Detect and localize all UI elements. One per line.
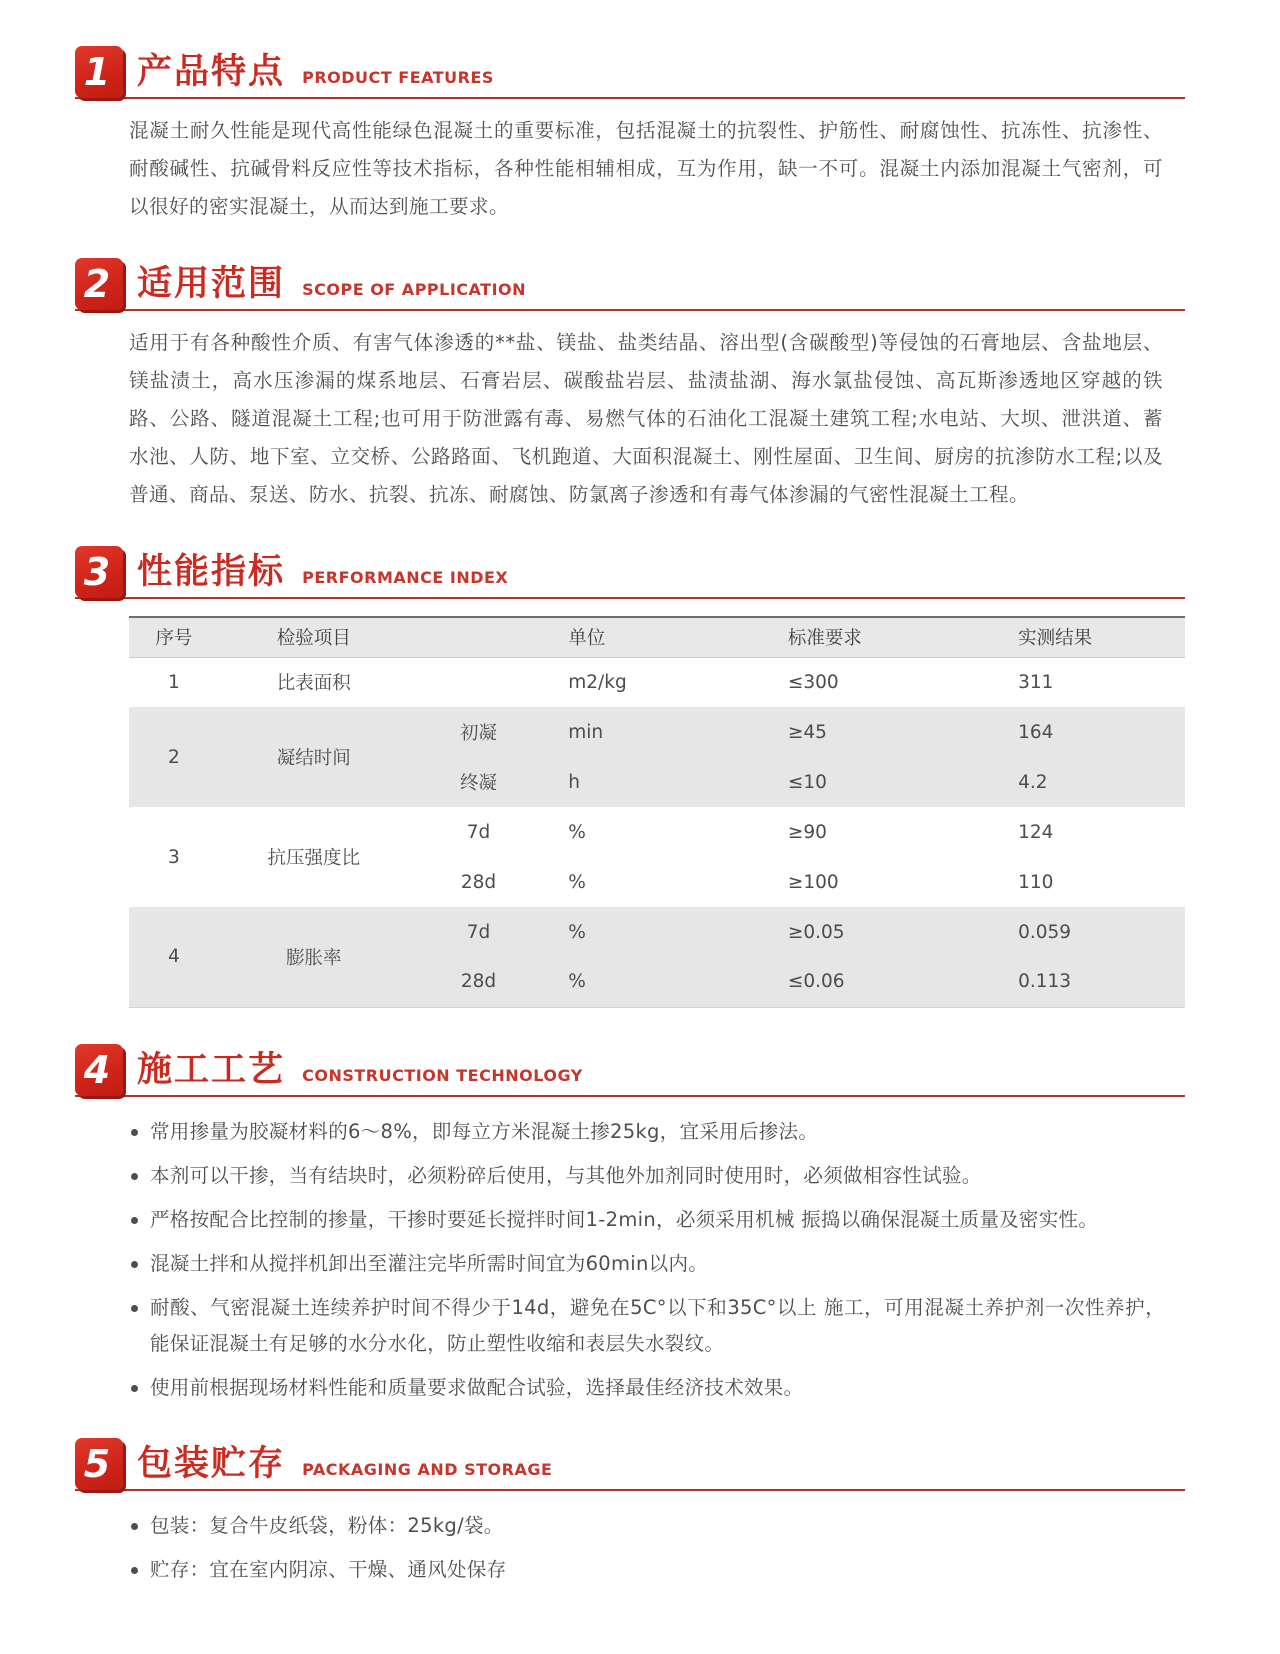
cell-standard: ≤300 (787, 671, 839, 693)
cell-unit: % (568, 871, 586, 893)
section-5-underline (75, 1489, 1185, 1491)
bullet-dot-icon (131, 1567, 138, 1574)
cell-sub: 28d (460, 871, 497, 893)
cell-result: 124 (1018, 821, 1054, 843)
section-packaging-storage (75, 1436, 1185, 1588)
bullet-item (129, 1552, 1165, 1588)
bullet-dot-icon (131, 1217, 138, 1224)
cell-standard: ≥90 (787, 821, 827, 843)
bullet-dot-icon (131, 1173, 138, 1180)
section-4-number: 4 (83, 1047, 111, 1092)
packaging-bullet-list (129, 1508, 1165, 1588)
performance-table (129, 616, 1185, 1008)
section-4-titles (137, 1042, 583, 1092)
section-1-underline (75, 97, 1185, 99)
section-4-number-badge (75, 1044, 123, 1096)
bullet-dot-icon (131, 1261, 138, 1268)
header-index: 序号 (129, 617, 219, 657)
section-4-title-en: CONSTRUCTION TECHNOLOGY (302, 1065, 583, 1085)
section-2-header (75, 256, 1185, 314)
cell-sub: 初凝 (460, 723, 498, 744)
section-3-underline (75, 597, 1185, 599)
table-row (129, 657, 1185, 707)
bullet-text: 使用前根据现场材料性能和质量要求做配合试验，选择最佳经济技术效果。 (150, 1375, 804, 1399)
cell-unit: % (568, 921, 586, 943)
section-5-titles (137, 1436, 552, 1486)
section-3-number-badge (75, 546, 123, 598)
cell-item: 比表面积 (276, 673, 351, 695)
cell-result: 110 (1018, 871, 1054, 893)
cell-result: 311 (1018, 671, 1054, 693)
cell-sub: 终凝 (460, 773, 498, 794)
cell-unit: m2/kg (568, 671, 627, 693)
table-row (129, 707, 1185, 757)
bullet-item (129, 1508, 1165, 1544)
section-2-number-badge (75, 258, 123, 310)
cell-item: 膨胀率 (286, 947, 342, 969)
section-performance-index (75, 544, 1185, 1008)
cell-result: 4.2 (1018, 771, 1048, 793)
header-sub (409, 617, 548, 657)
cell-sub: 7d (466, 921, 491, 943)
cell-unit: % (568, 821, 586, 843)
row-group-1 (129, 657, 1185, 707)
cell-index: 4 (167, 946, 180, 968)
section-5-number: 5 (83, 1441, 111, 1486)
section-construction-technology (75, 1042, 1185, 1406)
section-3-number: 3 (83, 550, 111, 594)
cell-sub (409, 657, 548, 707)
performance-table-wrap (129, 616, 1185, 1008)
cell-standard: ≤0.06 (787, 971, 845, 993)
row-group-3 (129, 807, 1185, 907)
section-2-titles (137, 256, 526, 306)
section-4-title-zh: 施工工艺 (137, 1049, 286, 1090)
cell-unit: % (568, 971, 586, 993)
bullet-text: 贮存：宜在室内阴凉、干燥、通风处保存 (150, 1557, 507, 1581)
bullet-dot-icon (131, 1385, 138, 1392)
cell-item: 抗压强度比 (267, 848, 361, 869)
bullet-item (129, 1290, 1165, 1362)
cell-standard: ≥0.05 (787, 921, 845, 943)
bullet-item (129, 1158, 1165, 1194)
cell-index: 1 (167, 671, 180, 693)
section-1-header (75, 44, 1185, 102)
section-3-title-zh: 性能指标 (137, 552, 286, 592)
cell-result: 164 (1018, 721, 1054, 743)
row-group-2 (129, 707, 1185, 807)
cell-item: 凝结时间 (276, 748, 351, 769)
cell-sub: 28d (460, 971, 497, 993)
section-5-title-en: PACKAGING AND STORAGE (302, 1459, 553, 1479)
cell-result: 0.059 (1018, 921, 1072, 943)
section-2-title-en: SCOPE OF APPLICATION (302, 280, 527, 299)
table-row (129, 907, 1185, 957)
bullet-item (129, 1246, 1165, 1282)
header-result: 实测结果 (998, 617, 1185, 657)
cell-unit: h (568, 771, 580, 793)
header-unit: 单位 (548, 617, 768, 657)
scope-paragraph: 适用于有各种酸性介质、有害气体渗透的**盐、镁盐、盐类结晶、溶出型(含碳酸型)等侵蚀的石膏地层、含盐地层、镁盐渍土，高水压渗漏的煤系地层、石膏岩层、碳酸盐岩层、盐渍盐湖、海水氯盐侵蚀、高瓦斯渗透地区穿越的铁路、公路、隧道混凝土工程;也可用于防泄露有毒、易燃气体的石油化工混凝土建筑工程;水电站、大坝、泄洪道、蓄水池、人防、地下室、立交桥、公路路面、飞机跑道、大面积混凝土、刚性屋面、卫生间、厨房的抗渗防水工程;以及普通、商品、泵送、防水、抗裂、抗冻、耐腐蚀、防氯离子渗透和有毒气体渗漏的气密性混凝土工程。 (129, 331, 1163, 506)
section-product-features (75, 44, 1185, 226)
cell-standard: ≥45 (787, 721, 827, 743)
section-5-number-badge (75, 1438, 123, 1490)
construction-bullet-list (129, 1114, 1165, 1406)
section-1-number: 1 (83, 50, 111, 94)
section-2-title-zh: 适用范围 (137, 264, 286, 304)
section-4-underline (75, 1095, 1185, 1097)
section-3-title-en: PERFORMANCE INDEX (302, 568, 509, 587)
section-2-number: 2 (83, 262, 111, 306)
bullet-item (129, 1370, 1165, 1406)
section-5-header (75, 1436, 1185, 1494)
row-group-4 (129, 907, 1185, 1007)
bullet-text: 包装：复合牛皮纸袋，粉体：25kg/袋。 (150, 1513, 504, 1537)
table-row (129, 807, 1185, 857)
header-item: 检验项目 (219, 617, 409, 657)
bullet-text: 耐酸、气密混凝土连续养护时间不得少于14d，避免在5C°以下和35C°以上 施工，可用混凝土养护剂一次性养护，能保证混凝土有足够的水分水化，防止塑性收缩和表层失水裂纹。 (150, 1295, 1165, 1355)
bullet-text: 混凝土拌和从搅拌机卸出至灌注完毕所需时间宜为60min以内。 (150, 1251, 709, 1275)
section-3-header (75, 544, 1185, 602)
bullet-dot-icon (131, 1129, 138, 1136)
section-1-titles (137, 44, 494, 94)
section-1-title-en: PRODUCT FEATURES (302, 68, 494, 87)
bullet-item (129, 1202, 1165, 1238)
section-2-underline (75, 309, 1185, 311)
cell-unit: min (568, 721, 604, 743)
bullet-dot-icon (131, 1305, 138, 1312)
header-standard: 标准要求 (768, 617, 998, 657)
section-4-header (75, 1042, 1185, 1100)
cell-result: 0.113 (1018, 971, 1072, 993)
section-scope-of-application (75, 256, 1185, 514)
section-1-title-zh: 产品特点 (137, 52, 286, 92)
section-5-title-zh: 包装贮存 (137, 1443, 286, 1484)
cell-sub: 7d (466, 821, 491, 843)
bullet-dot-icon (131, 1523, 138, 1530)
section-1-number-badge (75, 46, 123, 98)
bullet-text: 本剂可以干掺，当有结块时，必须粉碎后使用，与其他外加剂同时使用时，必须做相容性试验。 (150, 1163, 982, 1187)
cell-index: 2 (167, 746, 180, 768)
section-3-titles (137, 544, 508, 594)
cell-standard: ≥100 (787, 871, 839, 893)
bullet-text: 严格按配合比控制的掺量，干掺时要延长搅拌时间1-2min，必须采用机械 振捣以确保混凝土质量及密实性。 (150, 1207, 1099, 1231)
table-header-row (129, 617, 1185, 657)
bullet-item (129, 1114, 1165, 1150)
product-features-paragraph: 混凝土耐久性能是现代高性能绿色混凝土的重要标准，包括混凝土的抗裂性、护筋性、耐腐蚀性、抗冻性、抗渗性、耐酸碱性、抗碱骨料反应性等技术指标，各种性能相辅相成，互为作用，缺一不可。混凝土内添加混凝土气密剂，可以很好的密实混凝土，从而达到施工要求。 (129, 119, 1163, 218)
cell-index: 3 (167, 846, 180, 868)
bullet-text: 常用掺量为胶凝材料的6～8%，即每立方米混凝土掺25kg，宜采用后掺法。 (150, 1119, 819, 1143)
cell-standard: ≤10 (787, 771, 827, 793)
